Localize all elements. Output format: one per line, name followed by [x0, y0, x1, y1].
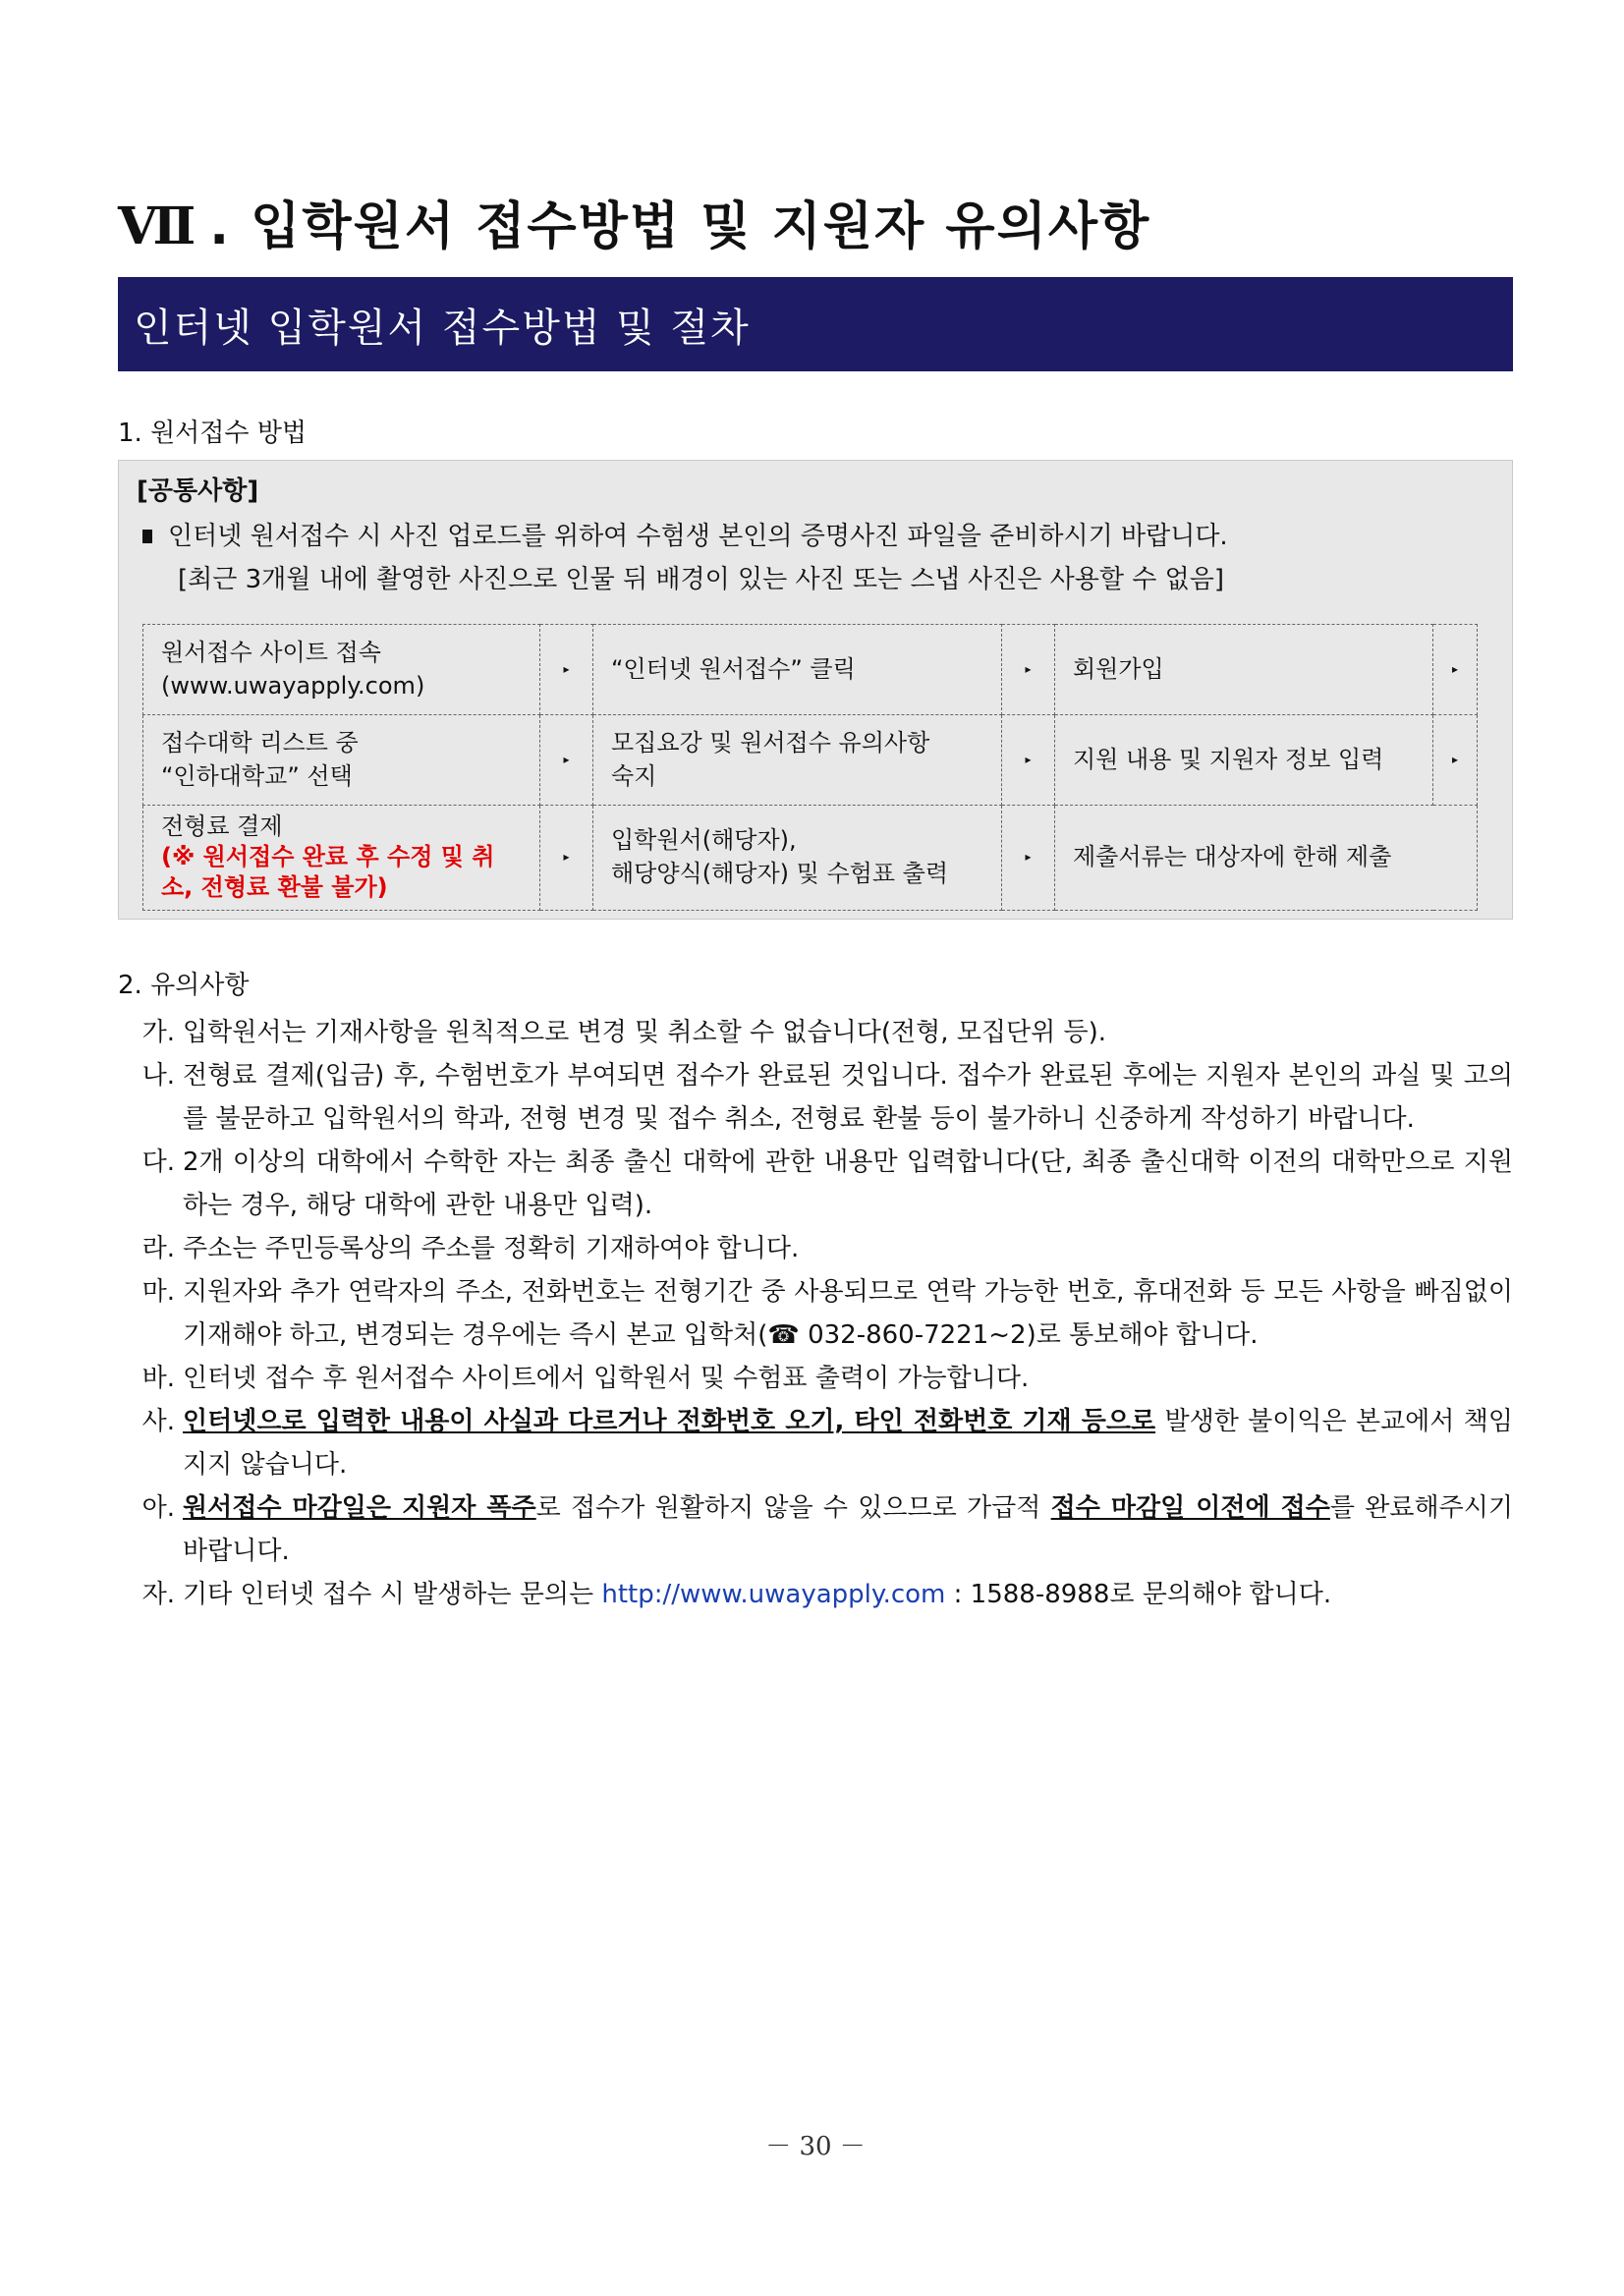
- section-banner-title: 인터넷 입학원서 접수방법 및 절차: [134, 305, 751, 351]
- note-marker: 가.: [141, 1018, 175, 1047]
- common-notice-line-1: [139, 516, 1228, 552]
- chapter-title-text: 입학원서 접수방법 및 지원자 유의사항: [251, 197, 1151, 256]
- note-item: [118, 1011, 1513, 1054]
- flow-arrow-icon: ▸: [540, 806, 593, 911]
- flow-step-select-university: [143, 715, 540, 806]
- note-marker: 사.: [141, 1407, 175, 1436]
- flow-step-text: 전형료 결제: [161, 812, 283, 840]
- precautions-section: [118, 965, 1513, 1616]
- note-marker: 자.: [141, 1580, 175, 1609]
- emphasis-text: 인터넷으로 입력한 내용이 사실과 다르거나 전화번호 오기, 타인 전화번호 기재 등으로: [183, 1407, 1156, 1436]
- flow-step-text: 해당양식(해당자) 및 수험표 출력: [611, 859, 949, 887]
- flow-step-site-access: [143, 625, 540, 715]
- note-text: 주소는 주민등록상의 주소를 정확히 기재하여야 합니다.: [183, 1234, 800, 1263]
- note-text-rest: : 1588-8988로 문의해야 합니다.: [945, 1580, 1332, 1609]
- chapter-separator: .: [209, 197, 252, 256]
- flow-step-payment: [143, 806, 540, 911]
- flow-row-1: [143, 625, 1478, 715]
- flow-row-2: [143, 715, 1478, 806]
- flow-step-text: (www.uwayapply.com): [161, 671, 425, 700]
- flow-arrow-icon: ▸: [540, 625, 593, 715]
- flow-step-text: 모집요강 및 원서접수 유의사항: [611, 728, 930, 756]
- note-text-mid: 로 접수가 원활하지 않을 수 있으므로 가급적: [535, 1493, 1051, 1523]
- note-item: [118, 1486, 1513, 1573]
- flow-row-3: [143, 806, 1478, 911]
- chapter-title: [118, 185, 1150, 258]
- flow-arrow-icon: ▸: [1002, 625, 1055, 715]
- note-item: [118, 1573, 1513, 1616]
- note-marker: 다.: [141, 1148, 175, 1177]
- note-item: [118, 1054, 1513, 1141]
- note-marker: 바.: [141, 1364, 175, 1393]
- section-1-heading: 1. 원서접수 방법: [118, 419, 308, 448]
- flow-step-text: 숙지: [611, 761, 657, 790]
- note-item: [118, 1400, 1513, 1486]
- note-text: 전형료 결제(입금) 후, 수험번호가 부여되면 접수가 완료된 것입니다. 접수가 완료된 후에는 지원자 본인의 과실 및 고의를 불문하고 입학원서의 학과, 전형 변경 및 접수 취소, 전형료 환불 등이 불가하니 신중하게 작성하기 바랍니다.: [183, 1061, 1513, 1134]
- note-text: [183, 1573, 1513, 1616]
- section-banner: [118, 277, 1513, 371]
- uwayapply-link[interactable]: http://www.uwayapply.com: [601, 1580, 946, 1609]
- square-bullet-icon: [142, 530, 152, 543]
- note-marker: 마.: [141, 1277, 175, 1307]
- flow-step-text: 원서접수 사이트 접속: [161, 638, 381, 666]
- note-item: [118, 1270, 1513, 1357]
- flow-arrow-icon: ▸: [1002, 806, 1055, 911]
- flow-step-read-guidelines: [593, 715, 1002, 806]
- note-text: 입학원서는 기재사항을 원칙적으로 변경 및 취소할 수 없습니다(전형, 모집단위 등).: [183, 1018, 1107, 1047]
- emphasis-text: 접수 마감일 이전에 접수: [1050, 1493, 1330, 1523]
- note-text: 2개 이상의 대학에서 수학한 자는 최종 출신 대학에 관한 내용만 입력합니다(단, 최종 출신대학 이전의 대학만으로 지원하는 경우, 해당 대학에 관한 내용만 입력).: [183, 1148, 1513, 1220]
- flow-arrow-icon: ▸: [1433, 625, 1478, 715]
- note-text: 지원자와 추가 연락자의 주소, 전화번호는 전형기간 중 사용되므로 연락 가능한 번호, 휴대전화 등 모든 사항을 빠짐없이 기재해야 하고, 변경되는 경우에는 즉시 본교 입학처(☎ 032-860-7221~2)로 통보해야 합니다.: [183, 1277, 1513, 1350]
- note-text: [183, 1400, 1513, 1486]
- flow-step-submit-documents: 제출서류는 대상자에 한해 제출: [1055, 806, 1478, 911]
- flow-step-signup: 회원가입: [1055, 625, 1433, 715]
- application-flow-table: [142, 624, 1478, 911]
- flow-step-text: 입학원서(해당자),: [611, 826, 797, 855]
- flow-step-text: “인하대학교” 선택: [161, 761, 353, 790]
- common-notice-text-1: 인터넷 원서접수 시 사진 업로드를 위하여 수험생 본인의 증명사진 파일을 준비하시기 바랍니다.: [168, 522, 1228, 551]
- note-item: [118, 1357, 1513, 1400]
- flow-arrow-icon: ▸: [1433, 715, 1478, 806]
- flow-step-text: 접수대학 리스트 중: [161, 728, 359, 756]
- common-notice-title: [공통사항]: [137, 476, 259, 506]
- note-marker: 아.: [141, 1493, 175, 1523]
- flow-step-enter-info: 지원 내용 및 지원자 정보 입력: [1055, 715, 1433, 806]
- flow-arrow-icon: ▸: [540, 715, 593, 806]
- note-item: [118, 1141, 1513, 1227]
- note-text: [183, 1486, 1513, 1573]
- note-marker: 나.: [141, 1061, 175, 1091]
- note-marker: 라.: [141, 1234, 175, 1263]
- note-text-rest: 발생한 불이익은 본교에서 책임지지 않습니다.: [183, 1407, 1513, 1480]
- note-item: [118, 1227, 1513, 1270]
- note-text-pre: 기타 인터넷 접수 시 발생하는 문의는: [183, 1580, 602, 1609]
- common-notice-line-2: [최근 3개월 내에 촬영한 사진으로 인물 뒤 배경이 있는 사진 또는 스냅 사진은 사용할 수 없음]: [178, 565, 1224, 594]
- page-number: － 30 －: [765, 2132, 866, 2161]
- section-2-heading: 2. 유의사항: [118, 971, 250, 1000]
- chapter-number: Ⅶ: [118, 196, 193, 256]
- payment-warning: (※ 원서접수 완료 후 수정 및 취소, 전형료 환불 불가): [161, 843, 495, 902]
- common-notice-box: [118, 460, 1513, 920]
- emphasis-text: 원서접수 마감일은 지원자 폭주: [183, 1493, 536, 1523]
- flow-arrow-icon: ▸: [1002, 715, 1055, 806]
- note-text: 인터넷 접수 후 원서접수 사이트에서 입학원서 및 수험표 출력이 가능합니다.: [183, 1364, 1030, 1393]
- flow-step-print: [593, 806, 1002, 911]
- note-text-rest: 를 완료해주시기 바랍니다.: [183, 1493, 1513, 1566]
- flow-step-internet-apply: “인터넷 원서접수” 클릭: [593, 625, 1002, 715]
